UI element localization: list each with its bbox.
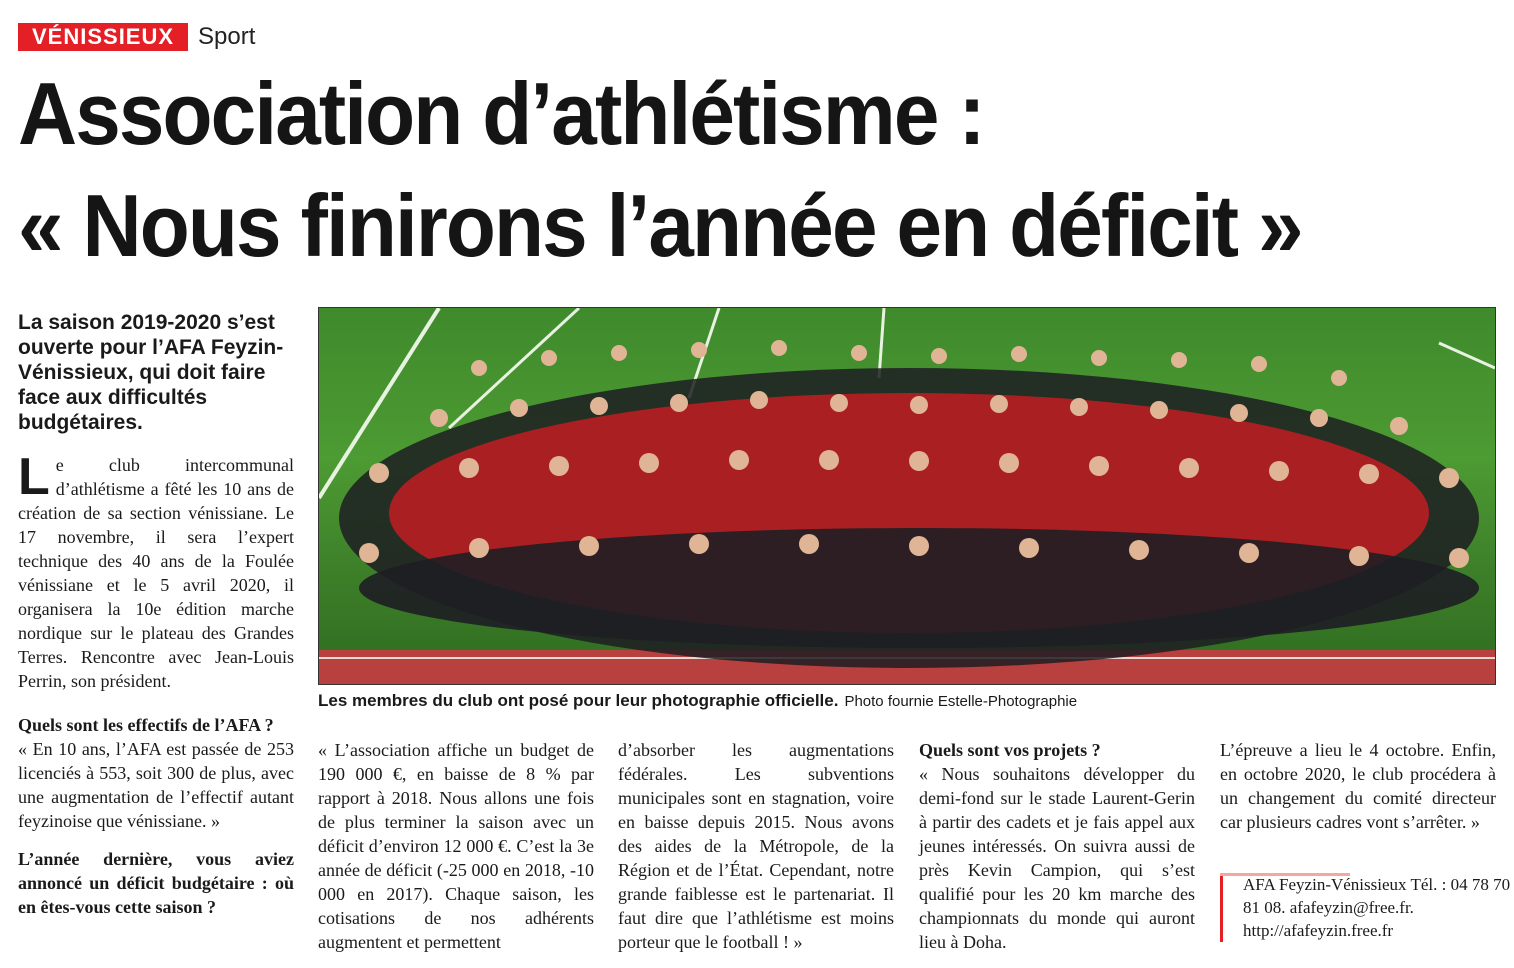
question-2: L’année dernière, vous aviez annoncé un déficit budgétaire : où en êtes-vous cette saison ? [18,849,294,917]
answer-1: « En 10 ans, l’AFA est passée de 253 licenciés à 553, soit 300 de plus, avec une augmentation de l’effectif autant feyzinoise que vénissiane. » [18,739,294,831]
headline [18,58,1394,282]
headline-line-2: « Nous finirons l’année en déficit » [18,176,1302,275]
answer-2-part-2: d’absorber les augmentations fédérales. Les subventions municipales sont en stagnation, voire en baisse depuis 2015. Nous avons des aides de la Métropole, de la Région et de l’État. Cependant, notre grande faiblesse est le partenariat. Il faut dire que l’athlétisme est moins porteur que le football ! » [618,740,894,952]
kicker-rubric: Sport [198,23,256,50]
answer-3-end: L’épreuve a lieu le 4 octobre. Enfin, en octobre 2020, le club procédera à un changement du comité directeur car plusieurs cadres vont s’arrêter. » [1220,740,1496,832]
chapo: La saison 2019-2020 s’est ouverte pour l’AFA Feyzin-Vénissieux, qui doit faire face aux difficultés budgétaires. [18,311,284,434]
intro-paragraph: Le club intercommunal d’athlétisme a fêté les 10 ans de création de sa section vénissiane. Le 17 novembre, il sera l’expert technique des 40 ans de la Foulée vénissiane et le 5 avril 2020, il organisera la 10e édition marche nordique sur le plateau des Grandes Terres. Rencontre avec Jean-Louis Perrin, son président. [18,448,294,691]
contact-infobox: AFA Feyzin-Vénissieux Tél. : 04 78 70 81 08. afafeyzin@free.fr. http://afafeyzin.free.fr [1220,873,1514,942]
column-1 [18,448,294,693]
team-photo-illustration [319,308,1495,684]
headline-line-1: Association d’athlétisme : [18,64,984,163]
photo-credit: Photo fournie Estelle-Photographie [844,693,1078,710]
answer-2-part-1: « L’association affiche un budget de 190 000 €, en baisse de 8 % par rapport à 2018. Nous allons une fois de plus terminer la saison avec un déficit d’environ 12 000 €. C’est la 3e année de déficit (-25 000 en 2018, -10 000 en 2017). Chaque saison, les cotisations de nos adhérents augmentent et permettent [318,740,594,952]
column-1-interview [18,713,294,919]
kicker-city: VÉNISSIEUX [18,23,188,51]
section-kicker [18,22,255,52]
column-2 [318,738,594,954]
question-3: Quels sont vos projets ? [919,740,1101,760]
column-4 [919,738,1195,954]
answer-3: « Nous souhaitons développer du demi-fond sur le stade Laurent-Gerin à partir des cadets et je fais appel aux jeunes intéressés. On suivra aussi de près Kevin Campion, qui s’est qualifié pour les 20 km marche des championnats du monde qui auront lieu à Doha. [919,764,1195,952]
column-3 [618,738,894,954]
caption-text: Les membres du club ont posé pour leur photographie officielle. [318,691,839,710]
column-5 [1220,738,1496,834]
team-photo [318,307,1496,685]
photo-caption [318,691,1494,711]
question-1: Quels sont les effectifs de l’AFA ? [18,715,274,735]
